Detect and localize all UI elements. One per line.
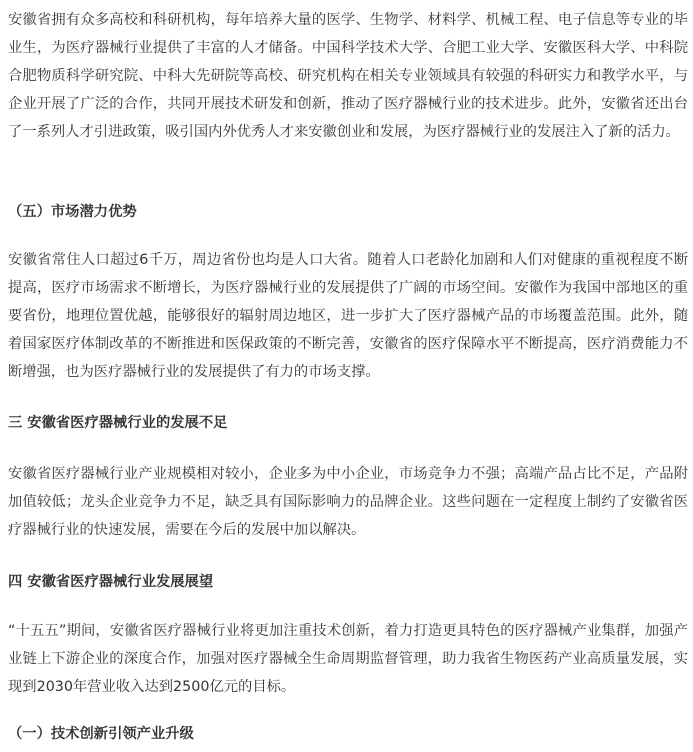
section-heading-technology-innovation: （一）技术创新引领产业升级 (8, 726, 194, 742)
chapter-heading-outlook: 四 安徽省医疗器械行业发展展望 (8, 574, 214, 590)
section-heading-market-potential: （五）市场潜力优势 (8, 204, 137, 220)
paragraph-market-potential: 安徽省常住人口超过6千万，周边省份也均是人口大省。随着人口老龄化加剧和人们对健康的重视程度不断提高，医疗市场需求不断增长，为医疗器械行业的发展提供了广阔的市场空间。安徽作为我国中部地区的重要省份，地理位置优越，能够很好的辐射周边地区，进一步扩大了医疗器械产品的市场覆盖范围。此外，随着国家医疗体制改革的不断推进和医保政策的不断完善，安徽省的医疗保障水平不断提高，医疗消费能力不断增强，也为医疗器械行业的发展提供了有力的市场支撑。 (8, 252, 688, 380)
chapter-heading-shortcomings: 三 安徽省医疗器械行业的发展不足 (8, 415, 228, 431)
paragraph-outlook: “十五五”期间，安徽省医疗器械行业将更加注重技术创新，着力打造更具特色的医疗器械产业集群，加强产业链上下游企业的深度合作，加强对医疗器械全生命周期监督管理，助力我省生物医药产业高质量发展，实现到2030年营业收入达到2500亿元的目标。 (8, 623, 688, 695)
paragraph-shortcomings: 安徽省医疗器械行业产业规模相对较小，企业多为中小企业，市场竞争力不强；高端产品占比不足，产品附加值较低；龙头企业竞争力不足，缺乏具有国际影响力的品牌企业。这些问题在一定程度上制约了安徽省医疗器械行业的快速发展，需要在今后的发展中加以解决。 (8, 466, 688, 538)
paragraph-talent-advantage: 安徽省拥有众多高校和科研机构，每年培养大量的医学、生物学、材料学、机械工程、电子信息等专业的毕业生，为医疗器械行业提供了丰富的人才储备。中国科学技术大学、合肥工业大学、安徽医科大学、中科院合肥物质科学研究院、中科大先研院等高校、研究机构在相关专业领域具有较强的科研实力和教学水平，与企业开展了广泛的合作，共同开展技术研发和创新，推动了医疗器械行业的技术进步。此外，安徽省还出台了一系列人才引进政策，吸引国内外优秀人才来安徽创业和发展，为医疗器械行业的发展注入了新的活力。 (8, 12, 688, 140)
